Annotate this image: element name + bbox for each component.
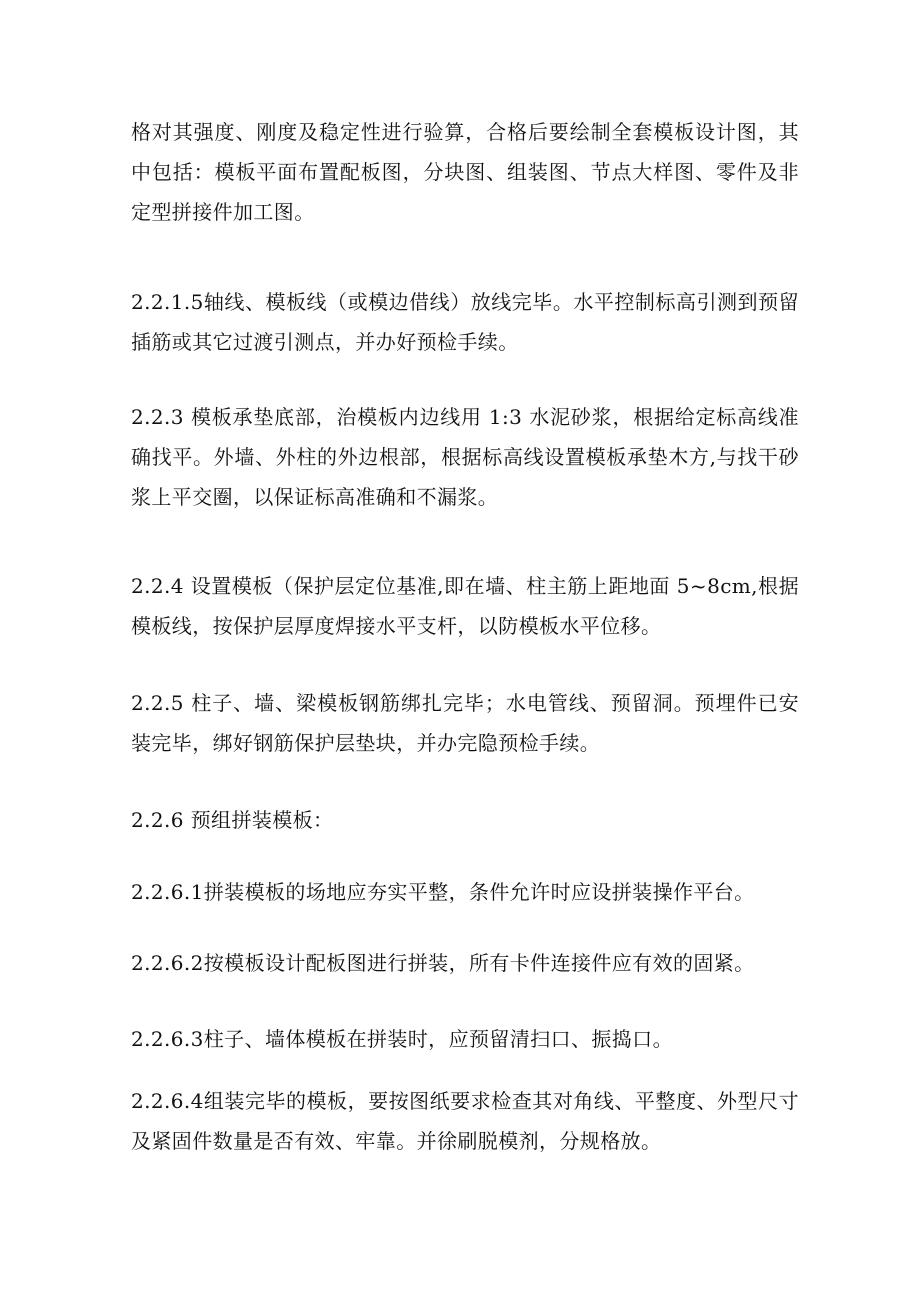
paragraph-2-2-1-5: 2.2.1.5轴线、模板线（或模边借线）放线完毕。水平控制标高引测到预留插筋或其它过渡引测点，并办好预检手续。 — [131, 290, 799, 354]
paragraph-2-2-4: 2.2.4 设置模板（保护层定位基准,即在墙、柱主筋上距地面 5~8cm,根据模板线，按保护层厚度焊接水平支杆，以防模板水平位移。 — [131, 574, 799, 638]
paragraph-2-2-3: 2.2.3 模板承垫底部，治模板内边线用 1:3 水泥砂浆，根据给定标高线准确找平。外墙、外柱的外边根部，根据标高线设置模板承垫木方,与找干砂浆上平交圈，以保证标高准确和不漏浆。 — [131, 405, 799, 509]
paragraph-2-2-6-4: 2.2.6.4组装完毕的模板，要按图纸要求检查其对角线、平整度、外型尺寸及紧固件数量是否有效、牢靠。并徐刷脱模剂，分规格放。 — [131, 1089, 799, 1153]
paragraph-design-drawings: 格对其强度、刚度及稳定性进行验算，合格后要绘制全套模板设计图，其中包括：模板平面布置配板图，分块图、组装图、节点大样图、零件及非定型拼接件加工图。 — [131, 120, 799, 224]
paragraph-2-2-6: 2.2.6 预组拼装模板： — [131, 808, 334, 832]
paragraph-2-2-6-3: 2.2.6.3柱子、墙体模板在拼装时，应预留清扫口、振捣口。 — [131, 1027, 673, 1051]
paragraph-2-2-5: 2.2.5 柱子、墙、梁模板钢筋绑扎完毕；水电管线、预留洞。预埋件已安装完毕，绑好钢筋保护层垫块，并办完隐预检手续。 — [131, 691, 799, 755]
paragraph-2-2-6-2: 2.2.6.2按模板设计配板图进行拼装，所有卡件连接件应有效的固紧。 — [131, 951, 755, 975]
paragraph-2-2-6-1: 2.2.6.1拼装模板的场地应夯实平整，条件允许时应设拼装操作平台。 — [131, 880, 755, 904]
